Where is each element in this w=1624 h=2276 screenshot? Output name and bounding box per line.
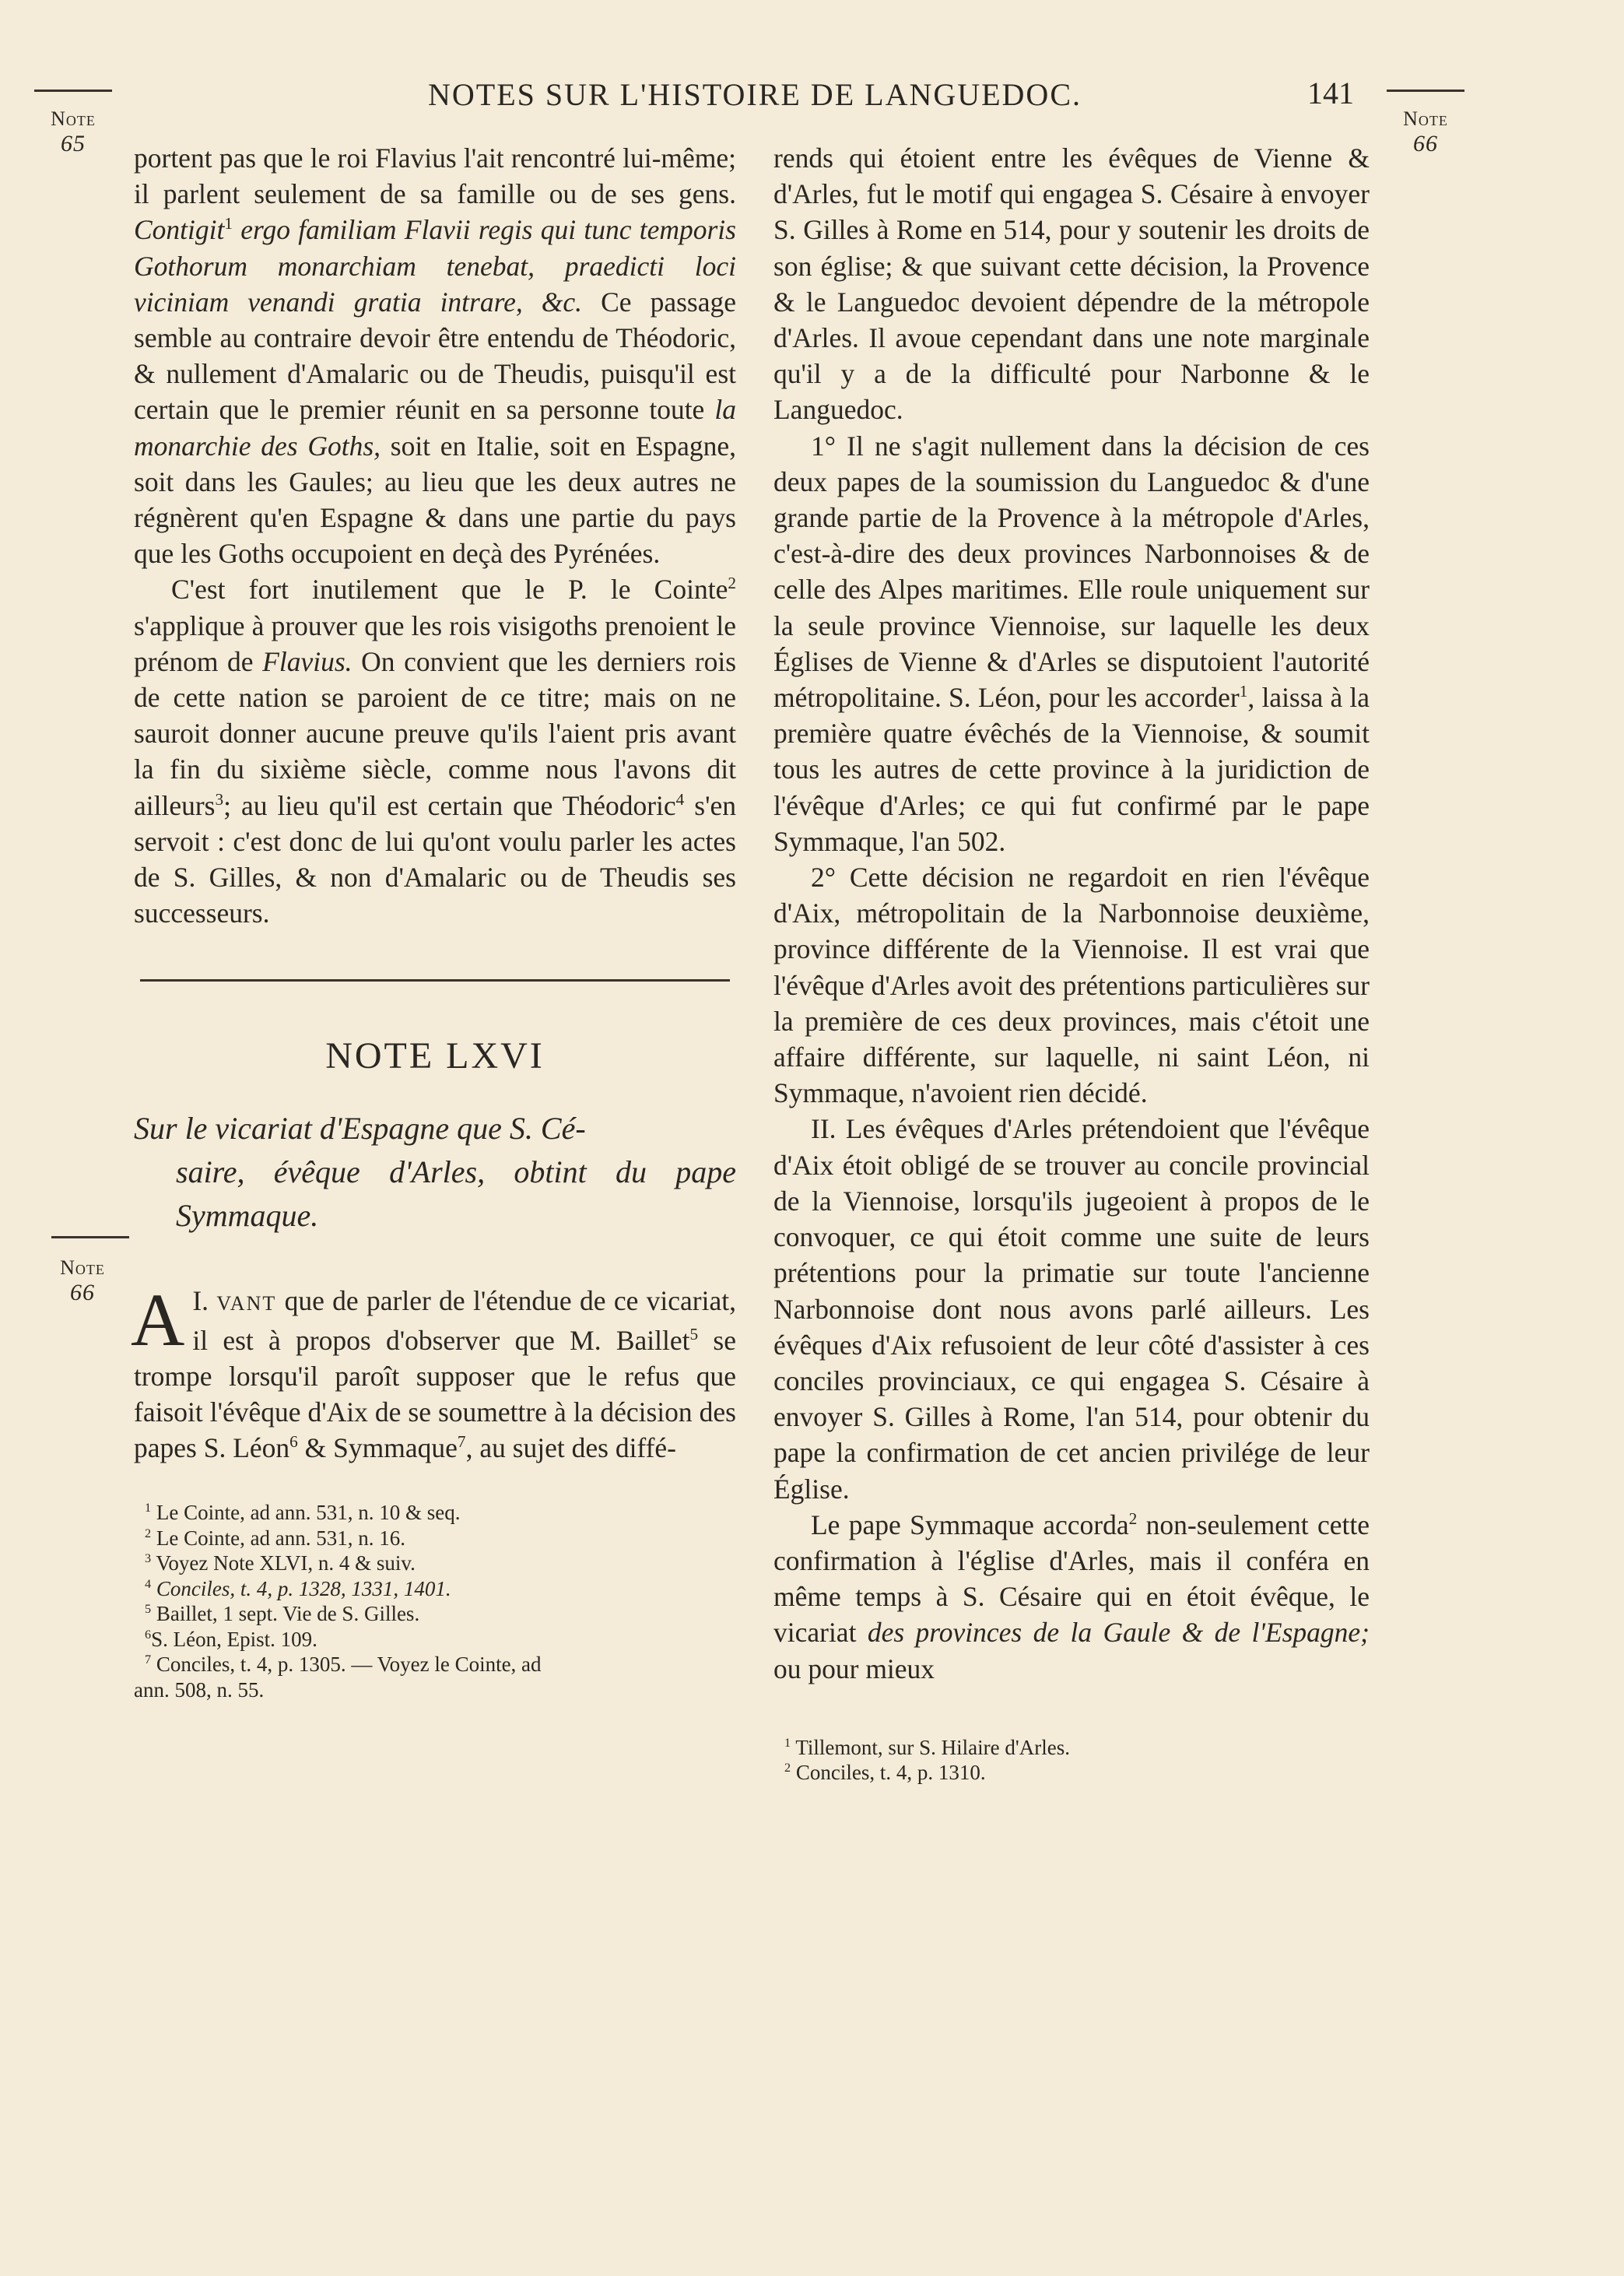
footnote-ref[interactable]: 5 (689, 1324, 699, 1343)
italic-run: la monarchie des Goths, (134, 394, 736, 462)
footnote-mark: 6 (145, 1627, 152, 1642)
margin-note-right-top (1387, 107, 1464, 157)
text-run: On convient que les derniers rois de cette nation se paroient de ce titre; mais on ne sauroit donner aucune preuve qu'ils l'aient pris avant la fin du sixième siècle, comme nous l'avons dit ailleurs (134, 645, 737, 821)
footnote (134, 1526, 736, 1551)
footnote-mark: 4 (145, 1576, 152, 1591)
margin-note-label: Note (60, 1256, 105, 1279)
footnotes-right (773, 1735, 1370, 1786)
italic-run: des provinces de la Gaule & de l'Espagne; (867, 1617, 1370, 1649)
footnote (134, 1627, 736, 1653)
header-rule-right (1387, 90, 1464, 92)
footnote-mark: 3 (145, 1551, 152, 1566)
footnote (134, 1601, 736, 1627)
footnote-mark: 7 (145, 1653, 152, 1667)
footnotes-left (134, 1500, 736, 1702)
header-rule-left (34, 90, 112, 92)
footnote-ref[interactable]: 4 (675, 789, 685, 809)
footnote-text: Voyez Note XLVI, n. 4 & suiv. (151, 1551, 416, 1575)
paragraph: rends qui étoient entre les évêques de Vienne & d'Arles, fut le motif qui engagea S. Césaire à envoyer S. Gilles à Rome en 514, pour y soutenir les droits de son église; & que suivant cette décision, la Provence & le Languedoc devoient dépendre de la métropole d'Arles. Il avoue cependant dans une note marginale qu'il y a de la difficulté pour Narbonne & le Languedoc. (773, 142, 1370, 426)
footnote (134, 1576, 736, 1602)
footnote-continuation: ann. 508, n. 55. (134, 1677, 265, 1702)
footnote-ref[interactable]: 2 (1128, 1509, 1138, 1528)
footnote-text: S. Léon, Epist. 109. (151, 1627, 317, 1651)
paragraph: II. Les évêques d'Arles prétendoient que l'évêque d'Aix étoit obligé de se trouver au concile provincial de la Viennoise, lorsqu'ils jugeoient à propos de le convoquer, ce qui étoit comme une suite de leurs prétentions pour la primatie sur toute l'ancienne Narbonnoise dont nous avons parlé ailleurs. Les évêques d'Aix refusoient de leur côté d'assister à ces conciles provinciaux, ce qui engagea S. Césaire à envoyer S. Gilles à Rome, l'an 514, pour obtenir du pape la confirmation de cet ancien privilége de leur Église. (773, 1113, 1370, 1505)
footnote-text: Conciles, t. 4, p. 1310. (791, 1761, 986, 1785)
paragraph (773, 428, 1370, 859)
footnote-ref[interactable]: 1 (1239, 682, 1248, 701)
margin-rule-left-mid (51, 1236, 129, 1238)
footnote-text: Le Cointe, ad ann. 531, n. 16. (151, 1526, 406, 1550)
margin-note-number: 65 (61, 131, 86, 156)
margin-note-left-mid (44, 1256, 121, 1306)
footnote-mark: 2 (145, 1526, 152, 1540)
text-run: & Symmaque (297, 1432, 458, 1464)
footnote-mark: 2 (784, 1761, 791, 1775)
text-run: soit en Italie, soit en Espagne, soit dans les Gaules; au lieu que les deux autres ne régnèrent qu'en Espagne & dans une partie du pays que les Goths occupoient en deçà des Pyrénées. (134, 430, 736, 570)
footnote-text: Conciles, t. 4, p. 1328, 1331, 1401. (151, 1576, 451, 1600)
footnote (134, 1551, 736, 1576)
footnote-ref[interactable]: 3 (215, 789, 224, 809)
margin-note-number: 66 (70, 1280, 95, 1305)
paragraph (134, 571, 736, 931)
intro-paragraph (131, 1278, 736, 1466)
footnote (134, 1500, 736, 1526)
footnote-ref[interactable]: 2 (728, 574, 736, 593)
footnote-text: Conciles, t. 4, p. 1305. — Voyez le Cointe, ad (151, 1653, 542, 1677)
margin-note-number: 66 (1413, 131, 1438, 156)
text-run: ; au lieu qu'il est certain que Théodoric (223, 789, 676, 821)
text-run: non-seulement cette confirmation à l'église d'Arles, mais il conféra en même temps à S. Césaire qui en étoit évêque, le vicariat (773, 1509, 1370, 1649)
text-run: portent pas que le roi Flavius l'ait rencontré lui-même; il parlent seulement de sa famille ou de ses gens. (134, 142, 736, 210)
text-run: Cette décision ne regardoit en rien l'évêque d'Aix, métropolitain de la Narbonnoise deuxième, province différente de la Viennoise. Il est vrai que l'évêque d'Arles avoit des prétentions particulières sur la première de ces deux provinces, mais c'étoit une affaire différente, sur laquelle, ni saint Léon, ni Symmaque, n'avoient rien décidé. (773, 862, 1370, 1109)
footnote (773, 1735, 1370, 1761)
footnote-ref[interactable]: 7 (457, 1432, 466, 1452)
text-run: s'en servoit : c'est donc de lui qu'ont voulu parler les actes de S. Gilles, & non d'Amalaric ou de Theudis ses successeurs. (134, 789, 736, 929)
item-number: 1° (811, 430, 836, 462)
footnote-ref[interactable]: 6 (289, 1432, 298, 1452)
section-number: I. (192, 1285, 209, 1317)
footnote (134, 1652, 736, 1677)
text-run: Il ne s'agit nullement dans la décision de ces deux papes de la soumission du Languedoc & d'une grande partie de la Provence à la métropole d'Arles, c'est-à-dire des deux provinces Narbonnoises & de celle des Alpes maritimes. Elle roule uniquement sur la seule province Viennoise, sur laquelle les deux Églises de Vienne & d'Arles se disputoient l'autorité métropolitaine. S. Léon, pour les accorder (773, 430, 1370, 714)
margin-note-label: Note (1403, 107, 1448, 130)
drop-cap: A (131, 1278, 185, 1362)
text-run: s'applique à prouver que les rois visigoths prenoient le prénom de (134, 609, 736, 677)
margin-note-left-top (34, 107, 112, 157)
footnote (773, 1760, 1370, 1786)
margin-note-label: Note (51, 107, 96, 130)
footnote-mark: 5 (145, 1602, 152, 1617)
section-divider (140, 979, 730, 982)
text-run: , laissa à la première quatre évêchés de la Viennoise, & soumit tous les autres de cette province à la juridiction de l'évêque d'Arles; ce qui fut confirmé par le pape Symmaque, l'an 502. (773, 682, 1370, 857)
note-subtitle (134, 1107, 736, 1238)
text-run: ou pour mieux (773, 1653, 935, 1684)
footnote-text: Le Cointe, ad ann. 531, n. 10 & seq. (151, 1501, 461, 1525)
text-run: Le pape Symmaque accorda (811, 1509, 1129, 1540)
text-run: que de parler de l'étendue de ce vicariat, il est à propos d'observer que M. Baillet (192, 1285, 736, 1356)
page-number: 141 (1307, 76, 1354, 111)
text-run: C'est fort inutilement que le P. le Cointe (171, 574, 728, 606)
left-column (131, 140, 737, 1702)
paragraph (773, 859, 1370, 1111)
item-number: 2° (811, 862, 836, 894)
footnote-text: Tillemont, sur S. Hilaire d'Arles. (791, 1735, 1070, 1759)
right-column (773, 140, 1370, 1786)
footnote-mark: 1 (784, 1735, 791, 1750)
footnote-text: Baillet, 1 sept. Vie de S. Gilles. (151, 1602, 420, 1626)
footnote-mark: 1 (145, 1501, 152, 1516)
footnote-ref[interactable]: 1 (224, 214, 233, 234)
small-caps-run: VANT (216, 1292, 277, 1315)
latin-quote: Contigit (134, 214, 225, 246)
note-title: NOTE LXVI (325, 1035, 545, 1077)
paragraph (773, 1507, 1370, 1687)
italic-run: Flavius. (262, 645, 353, 677)
latin-quote: ergo familiam Flavii regis qui tunc temporis Gothorum monarchiam tenebat, praedicti loci viciniam venandi gratia intrare, &c. (134, 214, 736, 318)
note-subtitle-line: Sur le vicariat d'Espagne que S. Cé- (134, 1111, 586, 1147)
text-run: , au sujet des diffé- (465, 1432, 677, 1464)
paragraph (134, 140, 736, 571)
running-title: NOTES SUR L'HISTOIRE DE LANGUEDOC. (427, 77, 1082, 112)
text-run: Ce passage semble au contraire devoir être entendu de Théodoric, & nullement d'Amalaric ou de Theudis, puisqu'il est certain que le premier réunit en sa personne toute (134, 286, 736, 426)
text-run: se trompe lorsqu'il paroît supposer que le refus que faisoit l'évêque d'Aix de se soumettre à la décision des papes S. Léon (134, 1324, 736, 1464)
note-subtitle-line: saire, évêque d'Arles, obtint du pape Symmaque. (176, 1154, 736, 1234)
